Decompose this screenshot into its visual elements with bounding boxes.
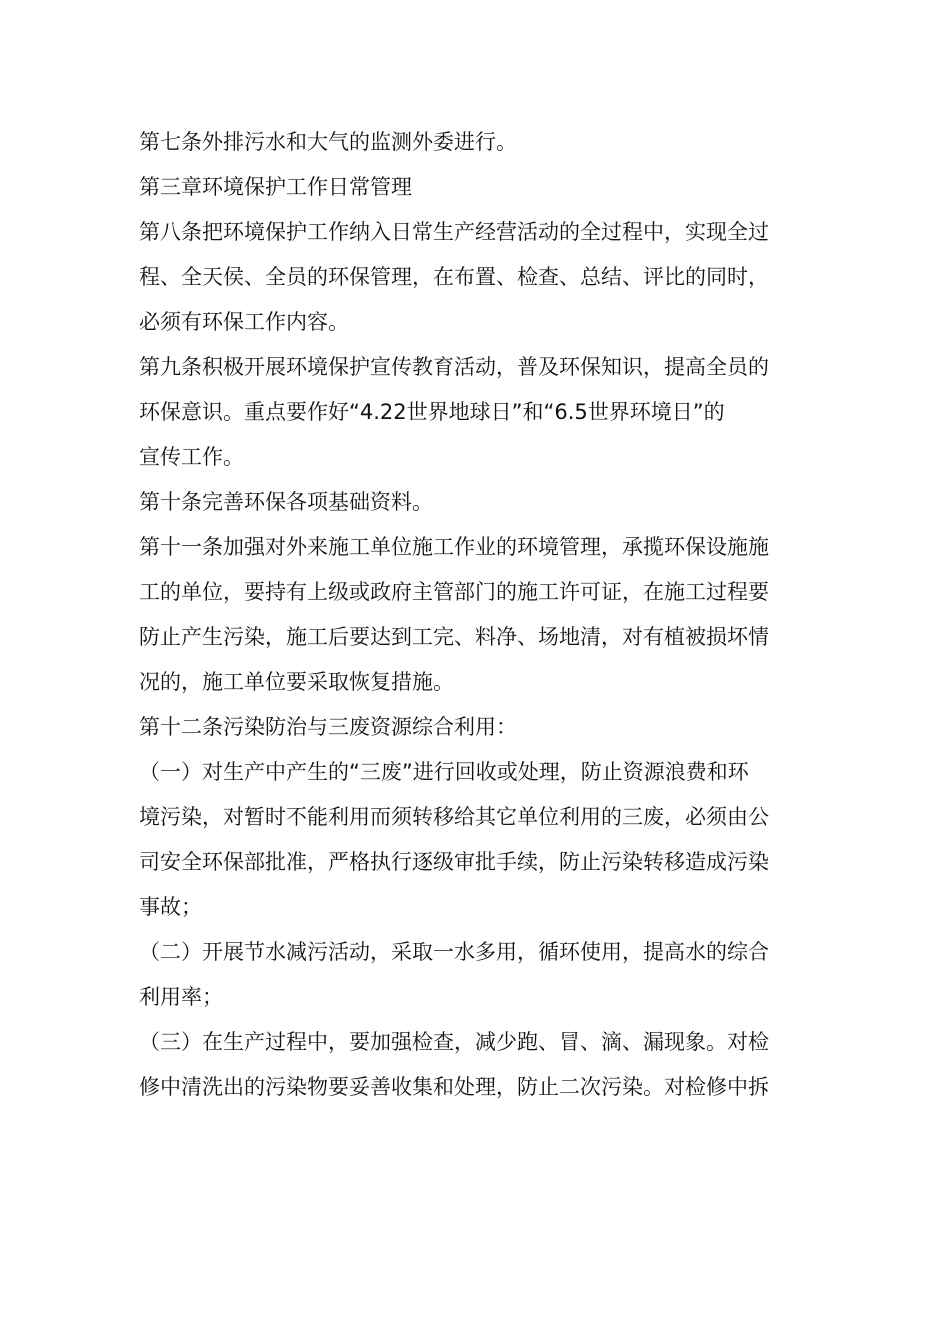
paragraph-article-10: [139, 480, 811, 525]
text-line: （二）开展节水减污活动，采取一水多用，循环使用，提高水的综合: [139, 940, 769, 964]
paragraph-article-9: [139, 345, 811, 480]
text-line: 环保意识。重点要作好“4.22世界地球日”和“6.5世界环境日”的: [139, 400, 725, 424]
text-line: 第十条完善环保各项基础资料。: [139, 490, 433, 514]
paragraph-article-12: [139, 705, 811, 750]
text-line: 第十一条加强对外来施工单位施工作业的环境管理，承揽环保设施施: [139, 535, 769, 559]
text-line: （一）对生产中产生的“三废”进行回收或处理，防止资源浪费和环: [139, 760, 749, 784]
text-line: 第十二条污染防治与三废资源综合利用：: [139, 715, 517, 739]
text-line: 修中清洗出的污染物要妥善收集和处理，防止二次污染。对检修中拆: [139, 1075, 769, 1099]
text-line: 第七条外排污水和大气的监测外委进行。: [139, 130, 517, 154]
text-line: 况的，施工单位要采取恢复措施。: [139, 670, 454, 694]
text-line: 境污染，对暂时不能利用而须转移给其它单位利用的三废，必须由公: [139, 805, 769, 829]
text-line: 程、全天侯、全员的环保管理，在布置、检查、总结、评比的同时，: [139, 265, 769, 289]
text-line: 第九条积极开展环境保护宣传教育活动，普及环保知识，提高全员的: [139, 355, 769, 379]
text-line: （三）在生产过程中，要加强检查，减少跑、冒、滴、漏现象。对检: [139, 1030, 769, 1054]
text-line: 防止产生污染，施工后要达到工完、料净、场地清，对有植被损坏情: [139, 625, 769, 649]
paragraph-item-2: [139, 930, 811, 1020]
text-line: 必须有环保工作内容。: [139, 310, 349, 334]
paragraph-article-11: [139, 525, 811, 705]
paragraph-item-3: [139, 1020, 811, 1110]
paragraph-article-7: [139, 120, 811, 165]
text-line: 利用率；: [139, 985, 223, 1009]
text-line: 工的单位，要持有上级或政府主管部门的施工许可证，在施工过程要: [139, 580, 769, 604]
text-line: 司安全环保部批准，严格执行逐级审批手续，防止污染转移造成污染: [139, 850, 769, 874]
paragraph-article-8: [139, 210, 811, 345]
chapter-3-heading: [139, 165, 811, 210]
document-body: [139, 120, 811, 1110]
paragraph-item-1: [139, 750, 811, 930]
text-line: 第三章环境保护工作日常管理: [139, 175, 412, 199]
text-line: 第八条把环境保护工作纳入日常生产经营活动的全过程中，实现全过: [139, 220, 769, 244]
text-line: 事故；: [139, 895, 202, 919]
text-line: 宣传工作。: [139, 445, 244, 469]
